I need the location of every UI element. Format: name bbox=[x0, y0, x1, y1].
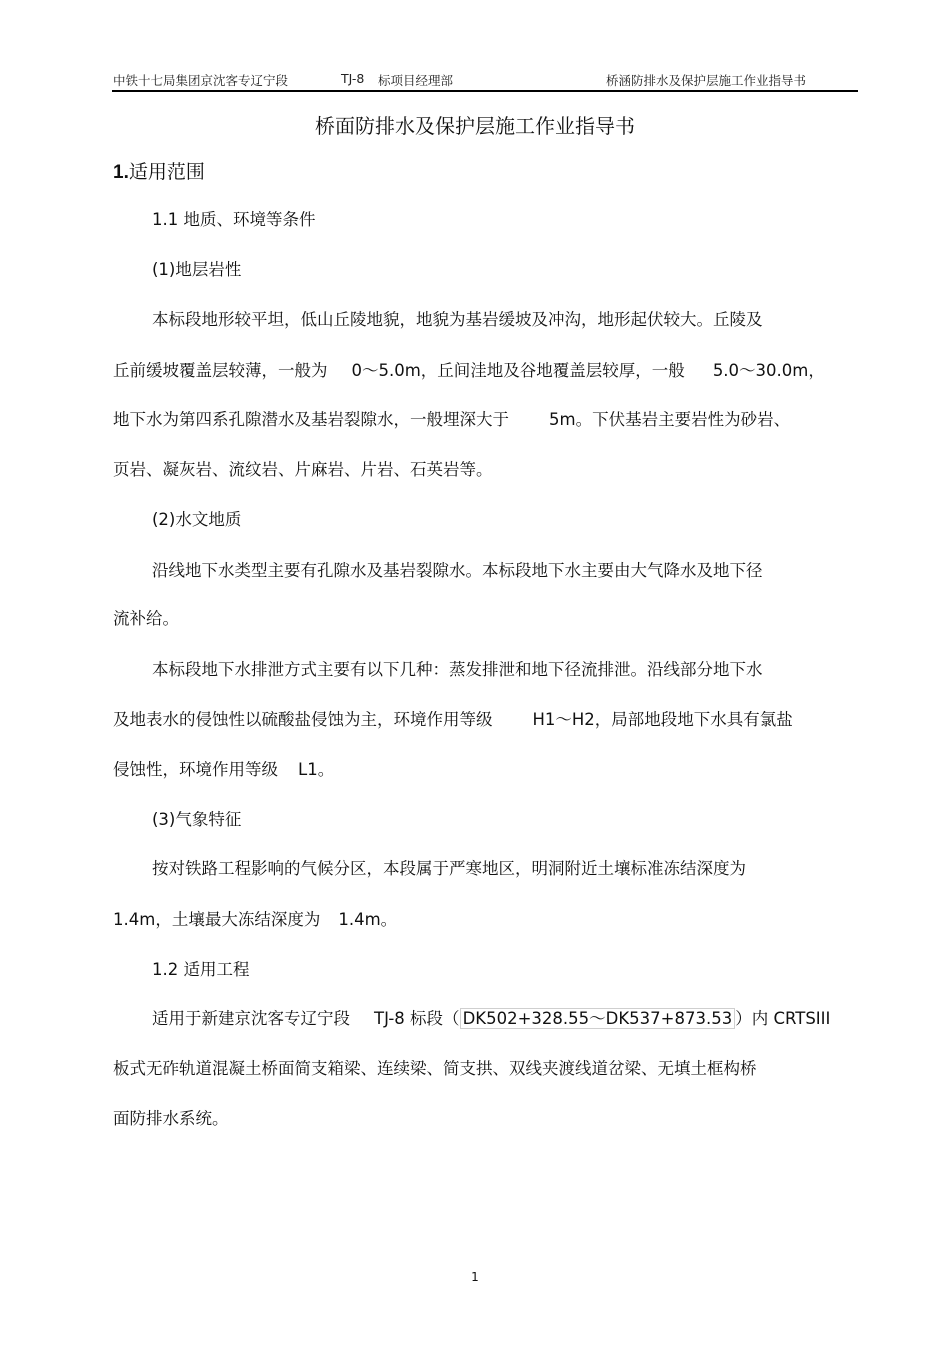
section-1-title: 适用范围 bbox=[128, 161, 205, 183]
subheading-hydrology: (2)水文地质 bbox=[152, 510, 242, 529]
paragraph-line: 侵蚀性，环境作用等级 L1。 bbox=[113, 760, 335, 779]
section-1-number: 1. bbox=[113, 162, 129, 183]
heading-1-2: 1.2 适用工程 bbox=[152, 960, 250, 979]
paragraph-line: 地下水为第四系孔隙潜水及基岩裂隙水，一般埋深大于 5m。下伏基岩主要岩性为砂岩、 bbox=[113, 410, 791, 429]
page-number: 1 bbox=[471, 1270, 479, 1284]
paragraph-line: 丘前缓坡覆盖层较薄，一般为 0～5.0m，丘间洼地及谷地覆盖层较厚，一般 5.0～30.0m， bbox=[113, 361, 825, 380]
paragraph-line: 本标段地形较平坦，低山丘陵地貌，地貌为基岩缓坡及冲沟，地形起伏较大。丘陵及 bbox=[152, 310, 763, 329]
paragraph-line: 及地表水的侵蚀性以硫酸盐侵蚀为主，环境作用等级 H1～H2，局部地段地下水具有氯盐 bbox=[113, 710, 793, 729]
header-code: TJ-8 bbox=[341, 71, 365, 86]
paragraph-line: 页岩、凝灰岩、流纹岩、片麻岩、片岩、石英岩等。 bbox=[113, 460, 493, 479]
mileage-range: DK502+328.55～DK537+873.53 bbox=[460, 1008, 736, 1029]
subheading-stratum: (1)地层岩性 bbox=[152, 260, 242, 279]
paragraph-line: 本标段地下水排泄方式主要有以下几种：蒸发排泄和地下径流排泄。沿线部分地下水 bbox=[152, 660, 763, 679]
document-title: 桥面防排水及保护层施工作业指导书 bbox=[315, 114, 635, 138]
header-dept: 标项目经理部 bbox=[378, 73, 454, 88]
header-rule bbox=[112, 90, 858, 92]
header-org: 中铁十七局集团京沈客专辽宁段 bbox=[113, 73, 289, 88]
paragraph-line: 流补给。 bbox=[113, 609, 179, 628]
paragraph-line: 1.4m，土壤最大冻结深度为 1.4m。 bbox=[113, 910, 398, 929]
paragraph-line: 板式无砟轨道混凝土桥面简支箱梁、连续梁、简支拱、双线夹渡线道岔梁、无填土框构桥 bbox=[113, 1059, 757, 1078]
paragraph-line: 适用于新建京沈客专辽宁段 TJ-8 标段（ DK502+328.55～DK537+873.53 ）内 CRTSIII bbox=[152, 1009, 831, 1028]
paragraph-line: 按对铁路工程影响的气候分区，本段属于严寒地区，明洞附近土壤标准冻结深度为 bbox=[152, 859, 746, 878]
header-doc-title: 桥涵防排水及保护层施工作业指导书 bbox=[606, 73, 807, 88]
heading-1-1: 1.1 地质、环境等条件 bbox=[152, 210, 316, 229]
paragraph-line: 沿线地下水类型主要有孔隙水及基岩裂隙水。本标段地下水主要由大气降水及地下径 bbox=[152, 561, 763, 580]
paragraph-line: 面防排水系统。 bbox=[113, 1109, 229, 1128]
section-1-heading bbox=[113, 157, 205, 184]
subheading-climate: (3)气象特征 bbox=[152, 810, 242, 829]
